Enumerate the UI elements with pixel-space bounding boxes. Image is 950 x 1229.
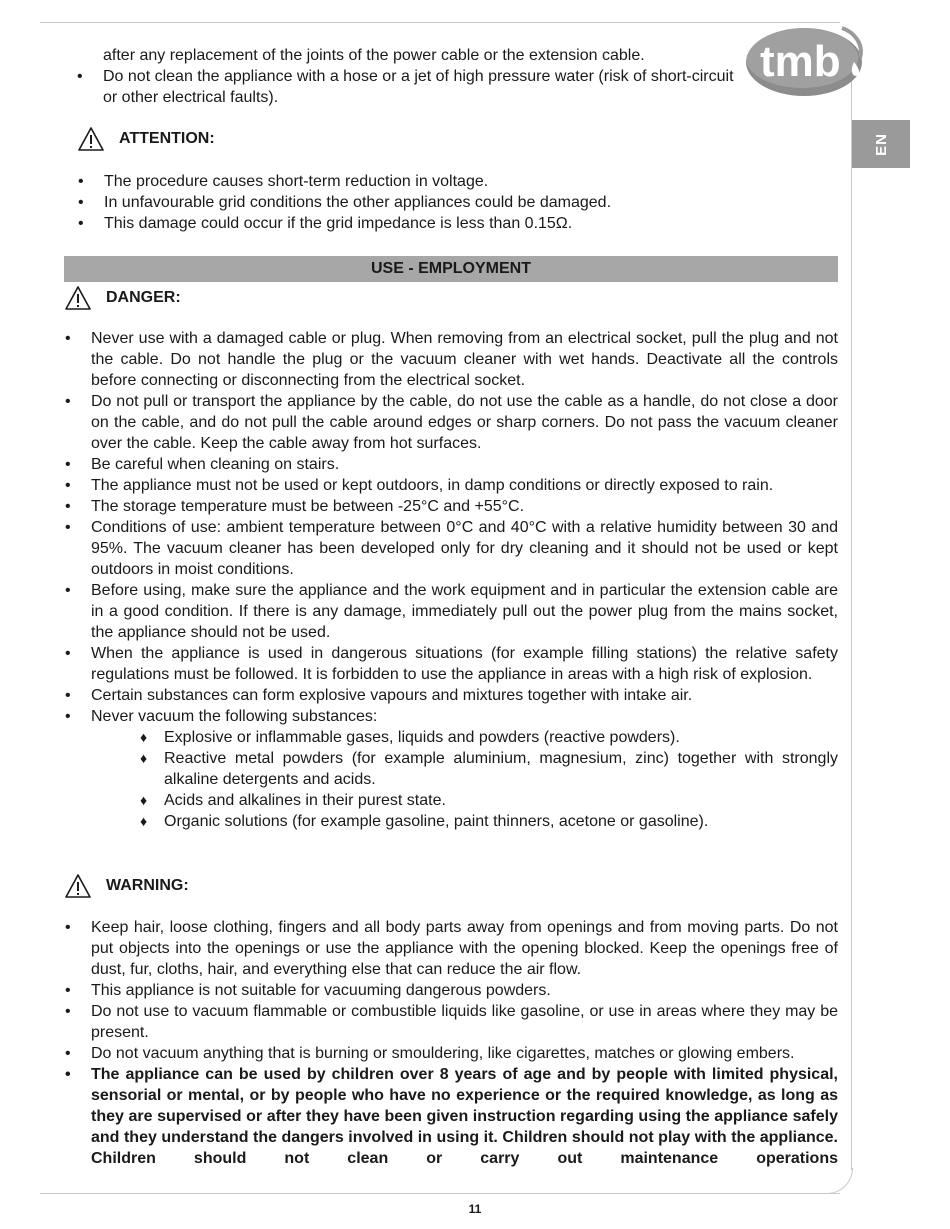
list-item: • The appliance must not be used or kept outdoors, in damp conditions or directly exposed to rain. [91, 475, 838, 496]
intro-bullet: • Do not clean the appliance with a hose or a jet of high pressure water (risk of short-circuit or other electrical faults). [103, 66, 743, 108]
section-title: USE - EMPLOYMENT [370, 260, 531, 277]
warning-triangle-icon [64, 873, 92, 899]
attention-heading [77, 126, 215, 152]
substance-item: ♦ Reactive metal powders (for example aluminium, magnesium, zinc) together with strongly alkaline detergents and acids. [164, 748, 838, 790]
list-item: • Never use with a damaged cable or plug. When removing from an electrical socket, pull the plug and not the cable. Do not handle the plug or the vacuum cleaner with wet hands. Deactivate all the controls before connecting or disconnecting from the electrical socket. [91, 328, 838, 391]
list-item: • In unfavourable grid conditions the other appliances could be damaged. [104, 192, 804, 213]
list-item: • Certain substances can form explosive vapours and mixtures together with intake air. [91, 685, 838, 706]
frame-corner [820, 1168, 853, 1194]
logo-text: tmb [760, 37, 841, 86]
list-item: • Conditions of use: ambient temperature between 0°C and 40°C with a relative humidity between 30 and 95%. The vacuum cleaner has been developed only for dry cleaning and it should not be used or kept outdoors in moist conditions. [91, 517, 838, 580]
attention-title: ATTENTION: [119, 130, 215, 147]
danger-title: DANGER: [106, 289, 181, 306]
list-item: • Do not use to vacuum flammable or combustible liquids like gasoline, or use in areas where they may be present. [91, 1001, 838, 1043]
list-item: • Keep hair, loose clothing, fingers and all body parts away from openings and from moving parts. Do not put objects into the openings or use the appliance with the opening blocked. Keep the openings free of dust, fur, cloths, hair, and everything else that can reduce the air flow. [91, 917, 838, 980]
substance-item: ♦ Organic solutions (for example gasoline, paint thinners, acetone or gasoline). [164, 811, 838, 832]
list-item: • Never vacuum the following substances: [91, 706, 838, 727]
list-item: • This appliance is not suitable for vacuuming dangerous powders. [91, 980, 838, 1001]
substance-item: ♦ Acids and alkalines in their purest state. [164, 790, 838, 811]
list-item: • This damage could occur if the grid impedance is less than 0.15Ω. [104, 213, 804, 234]
warning-triangle-icon [64, 285, 92, 311]
tmb-logo [742, 18, 868, 100]
danger-list [91, 328, 838, 832]
page-number: 11 [468, 1202, 482, 1216]
frame-right-line [851, 80, 852, 1170]
section-title-bar [64, 256, 838, 282]
warning-heading [64, 873, 189, 899]
list-item: • The procedure causes short-term reduction in voltage. [104, 171, 804, 192]
list-item: • Do not pull or transport the appliance by the cable, do not use the cable as a handle, do not close a door on the cable, and do not pull the cable around edges or sharp corners. Do not pass the vacuum cleaner over the cable. Keep the cable away from hot surfaces. [91, 391, 838, 454]
attention-list [104, 171, 804, 234]
frame-bottom-line [40, 1193, 840, 1194]
warning-triangle-icon [77, 126, 105, 152]
intro-line: after any replacement of the joints of the power cable or the extension cable. [103, 47, 645, 64]
language-tab-label: EN [872, 132, 890, 156]
list-item: • Do not vacuum anything that is burning or smouldering, like cigarettes, matches or glowing embers. [91, 1043, 838, 1064]
warning-list [91, 917, 838, 1169]
list-item: • When the appliance is used in dangerous situations (for example filling stations) the relative safety regulations must be followed. It is forbidden to use the appliance in areas with a high risk of explosion. [91, 643, 838, 685]
warning-title: WARNING: [106, 877, 189, 894]
bold-list-item: • The appliance can be used by children over 8 years of age and by people with limited physical, sensorial or mental, or by people who have no experience or the required knowledge, as long as they are supervised or after they have been given instruction regarding using the appliance safely and they understand the dangers involved in using it. Children should not play with the appliance. Children should not clean or carry out maintenance operations [91, 1064, 838, 1169]
language-tab [852, 120, 910, 168]
list-item: • The storage temperature must be between -25°C and +55°C. [91, 496, 838, 517]
list-item: • Be careful when cleaning on stairs. [91, 454, 838, 475]
danger-heading [64, 285, 181, 311]
list-item: • Before using, make sure the appliance and the work equipment and in particular the extension cable are in a good condition. If there is any damage, immediately pull out the power plug from the mains socket, the appliance should not be used. [91, 580, 838, 643]
frame-top-line [40, 22, 840, 23]
intro-continuation [103, 45, 743, 108]
substance-item: ♦ Explosive or inflammable gases, liquids and powders (reactive powders). [164, 727, 838, 748]
